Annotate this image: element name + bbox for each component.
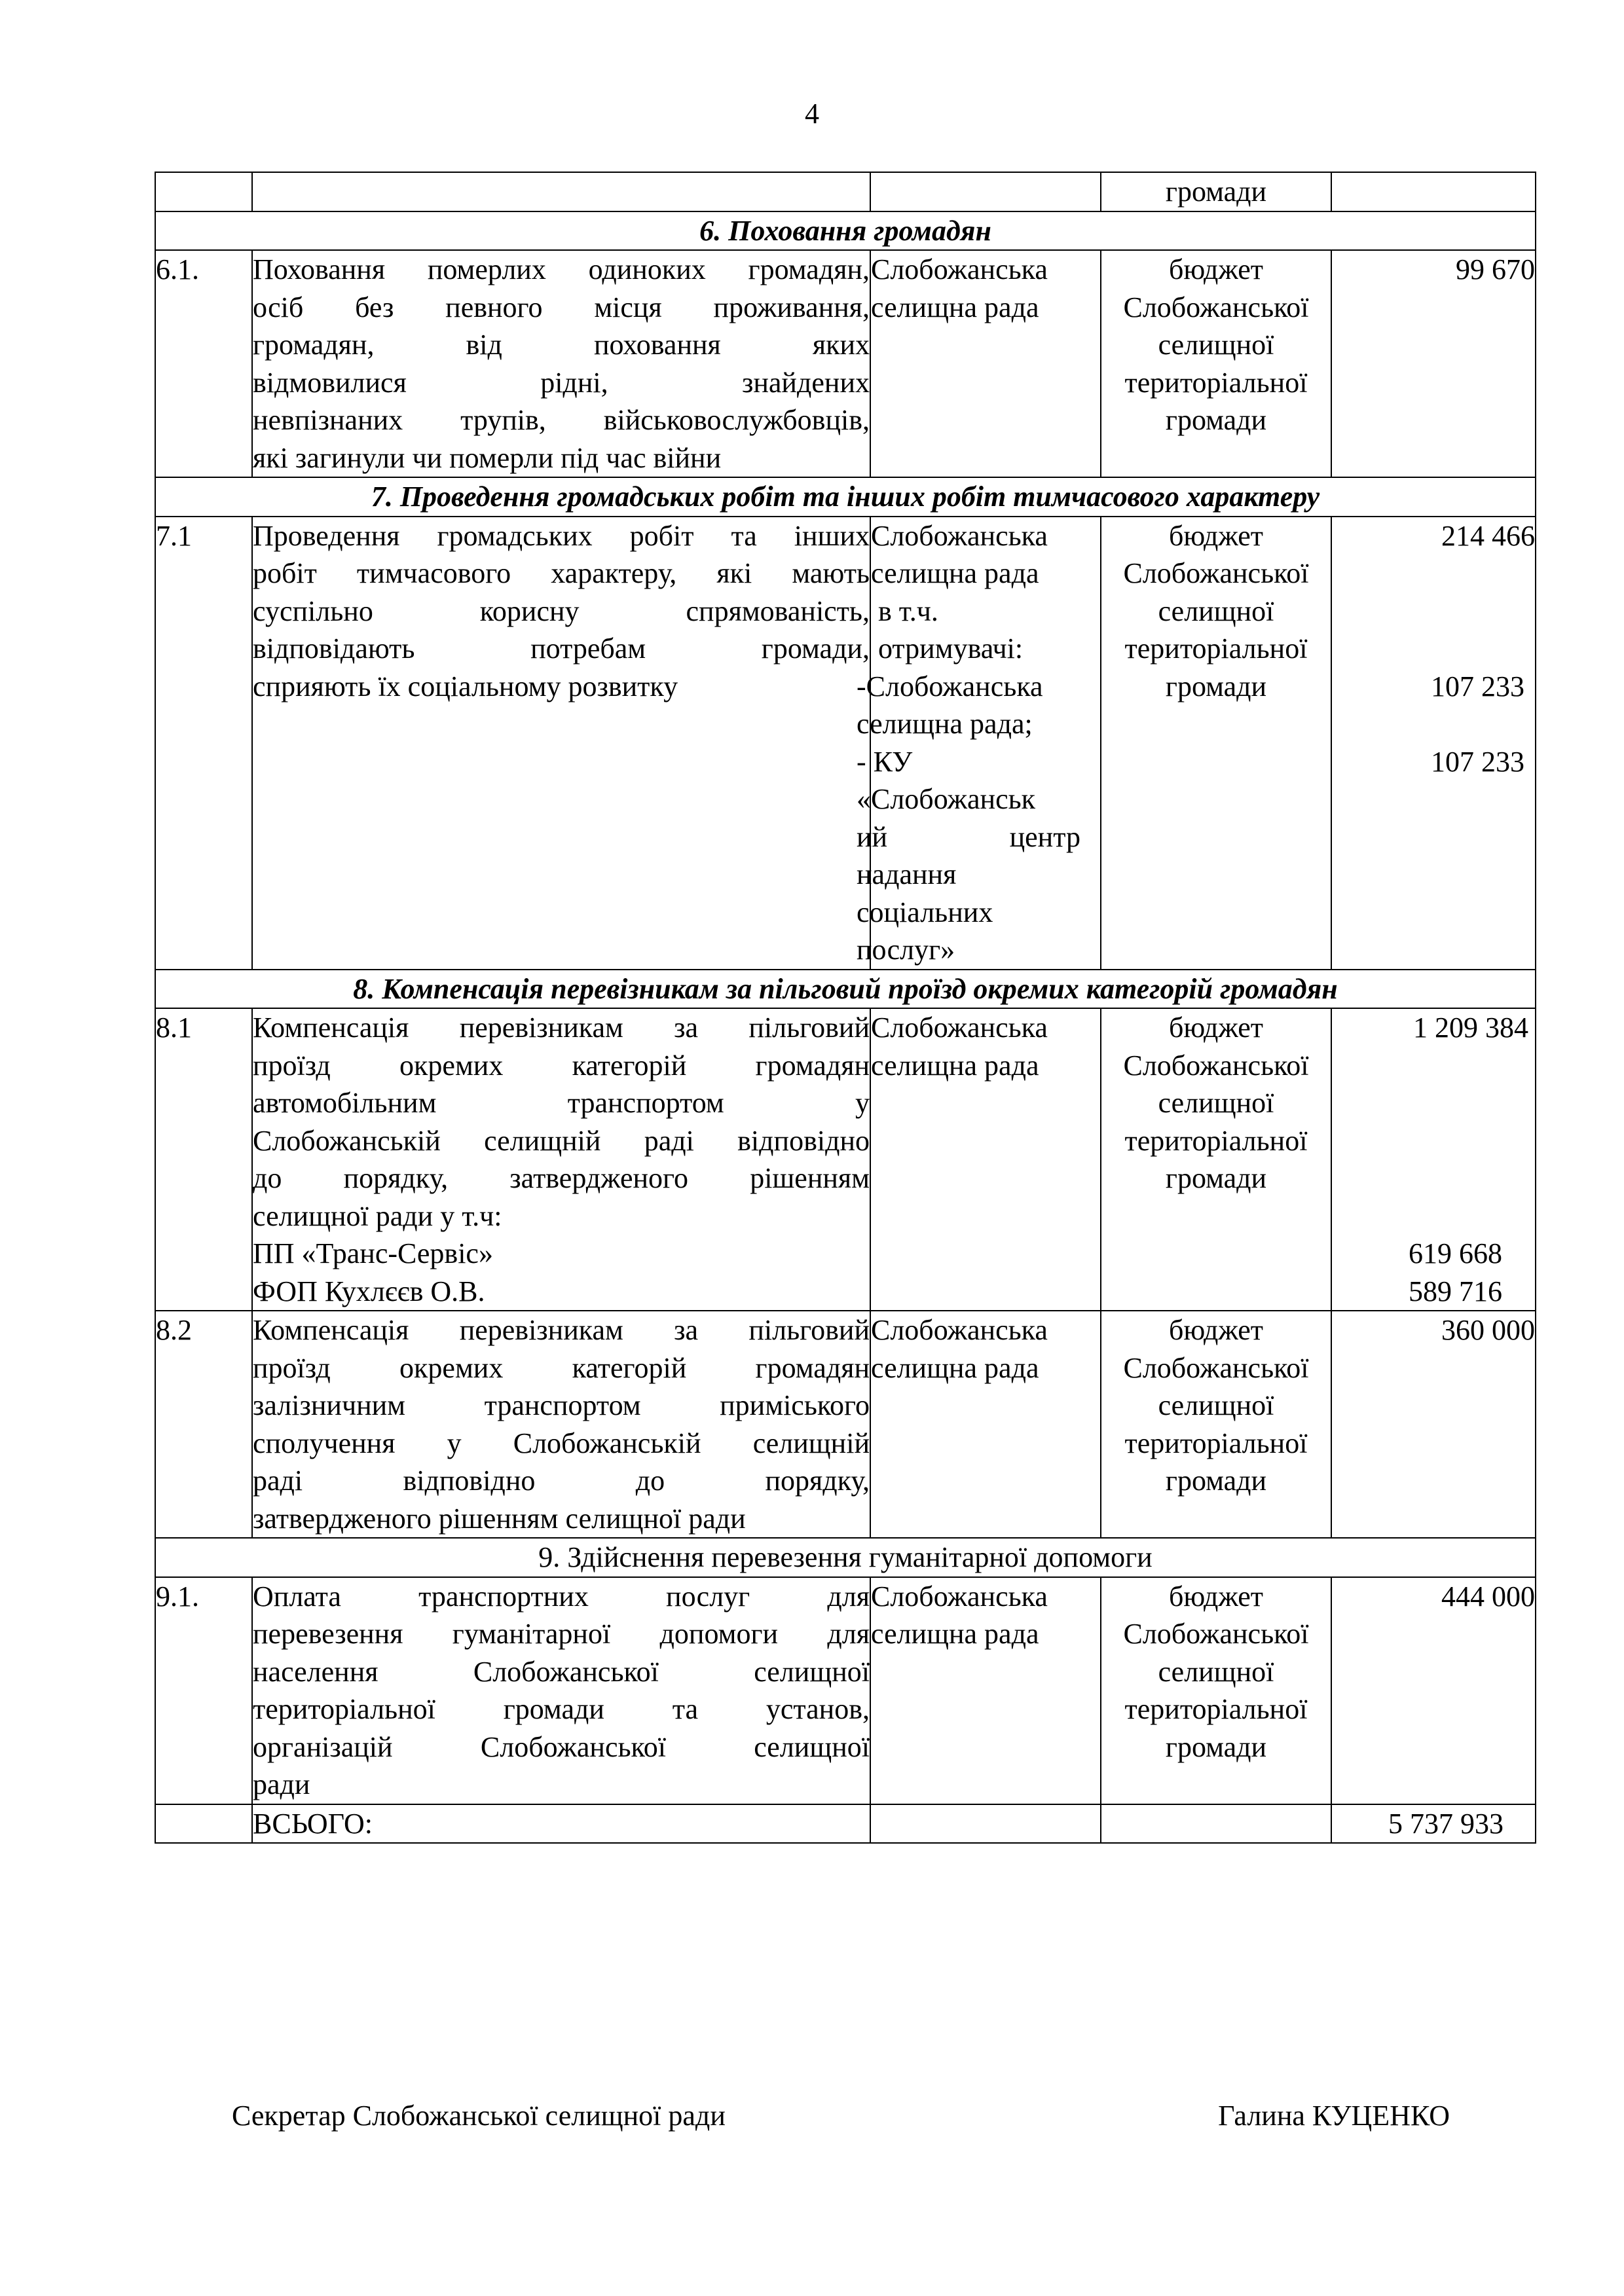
total-row: [155, 1804, 1536, 1844]
description-cell: Проведення громадських робіт та інших робіт тимчасового характеру, які мають суспільно корисну спрямованість, відповідають потребам громади, сприяють їх соціальному розвитку: [252, 517, 870, 970]
carrier-name: ФОП Кухлєєв О.В.: [253, 1275, 485, 1307]
signature-name: Галина КУЦЕНКО: [1218, 2100, 1450, 2132]
table-row: [155, 1311, 1536, 1538]
description-cell: Компенсація перевізникам за пільговий проїзд окремих категорій громадян залізничним транспортом приміського сполучення у Слобожанській селищній раді відповідно до порядку, затвердженого рішенням селищної ради: [252, 1311, 870, 1538]
executor-cell: Слобожанська селищна рада: [870, 1008, 1101, 1311]
section-heading-8: 8. Компенсація перевізникам за пільговий проїзд окремих категорій громадян: [155, 970, 1536, 1009]
page-number: 4: [805, 98, 819, 130]
row-number: 6.1.: [155, 250, 252, 477]
amount-cell: 360 000: [1331, 1311, 1536, 1538]
recipients-list: -Слобожанська селищна рада; - КУ «Слобожанськ ий центр надання соціальних послуг»: [857, 670, 1080, 966]
funding-source-cell: бюджет Слобожанської селищної територіальної громади: [1101, 1008, 1331, 1311]
table-row: [155, 1008, 1536, 1311]
carrier-name: ПП «Транс-Сервіс»: [253, 1237, 493, 1269]
total-label: ВСЬОГО:: [252, 1804, 870, 1844]
table-row: [155, 250, 1536, 477]
description-cell: Компенсація перевізникам за пільговий проїзд окремих категорій громадян автомобільним транспортом у Слобожанській селищній раді відповідно до порядку, затвердженого рішенням селищної ради у т.ч: ПП «Транс-Сервіс» ФОП Кухлєєв О.В.: [252, 1008, 870, 1311]
section-heading-6: 6. Поховання громадян: [155, 211, 1536, 251]
row-number: 8.2: [155, 1311, 252, 1538]
amount-cell: 444 000: [1331, 1577, 1536, 1804]
signature-position: Секретар Слобожанської селищної ради: [232, 2100, 726, 2132]
funding-source-cell: бюджет Слобожанської селищної територіальної громади: [1101, 517, 1331, 970]
program-table: [155, 172, 1536, 1844]
description-cell: Оплата транспортних послуг для перевезення гуманітарної допомоги для населення Слобожанської селищної територіальної громади та установ, організацій Слобожанської селищної ради: [252, 1577, 870, 1804]
funding-source-cell: громади: [1101, 172, 1331, 211]
executor-cell: Слобожанська селищна рада: [870, 1311, 1101, 1538]
funding-source-cell: бюджет Слобожанської селищної територіальної громади: [1101, 1311, 1331, 1538]
section-heading-9: 9. Здійснення перевезення гуманітарної допомоги: [155, 1538, 1536, 1577]
row-number: 7.1: [155, 517, 252, 970]
total-amount: 5 737 933: [1331, 1804, 1536, 1844]
amount-cell: 214 466 107 233 107 233: [1331, 517, 1536, 970]
funding-source-cell: бюджет Слобожанської селищної територіальної громади: [1101, 250, 1331, 477]
table-row: [155, 172, 1536, 211]
executor-cell: Слобожанська селищна рада: [870, 1577, 1101, 1804]
description-cell: Поховання померлих одиноких громадян, осіб без певного місця проживання, громадян, від поховання яких відмовилися рідні, знайдених невпізнаних трупів, військовослужбовців, які загинули чи померли під час війни: [252, 250, 870, 477]
amount-cell: 99 670: [1331, 250, 1536, 477]
table-row: [155, 1577, 1536, 1804]
section-heading-7: 7. Проведення громадських робіт та інших робіт тимчасового характеру: [155, 477, 1536, 517]
row-number: 8.1: [155, 1008, 252, 1311]
amount-cell: 1 209 384 619 668 589 716: [1331, 1008, 1536, 1311]
executor-cell: Слобожанська селищна рада: [870, 250, 1101, 477]
funding-source-cell: бюджет Слобожанської селищної територіальної громади: [1101, 1577, 1331, 1804]
row-number: 9.1.: [155, 1577, 252, 1804]
executor-cell: Слобожанська селищна рада в т.ч. отримувачі: -Слобожанська селищна рада; - КУ «Слобожанськ ий центр надання соціальних послуг»: [870, 517, 1101, 970]
table-row: [155, 517, 1536, 970]
